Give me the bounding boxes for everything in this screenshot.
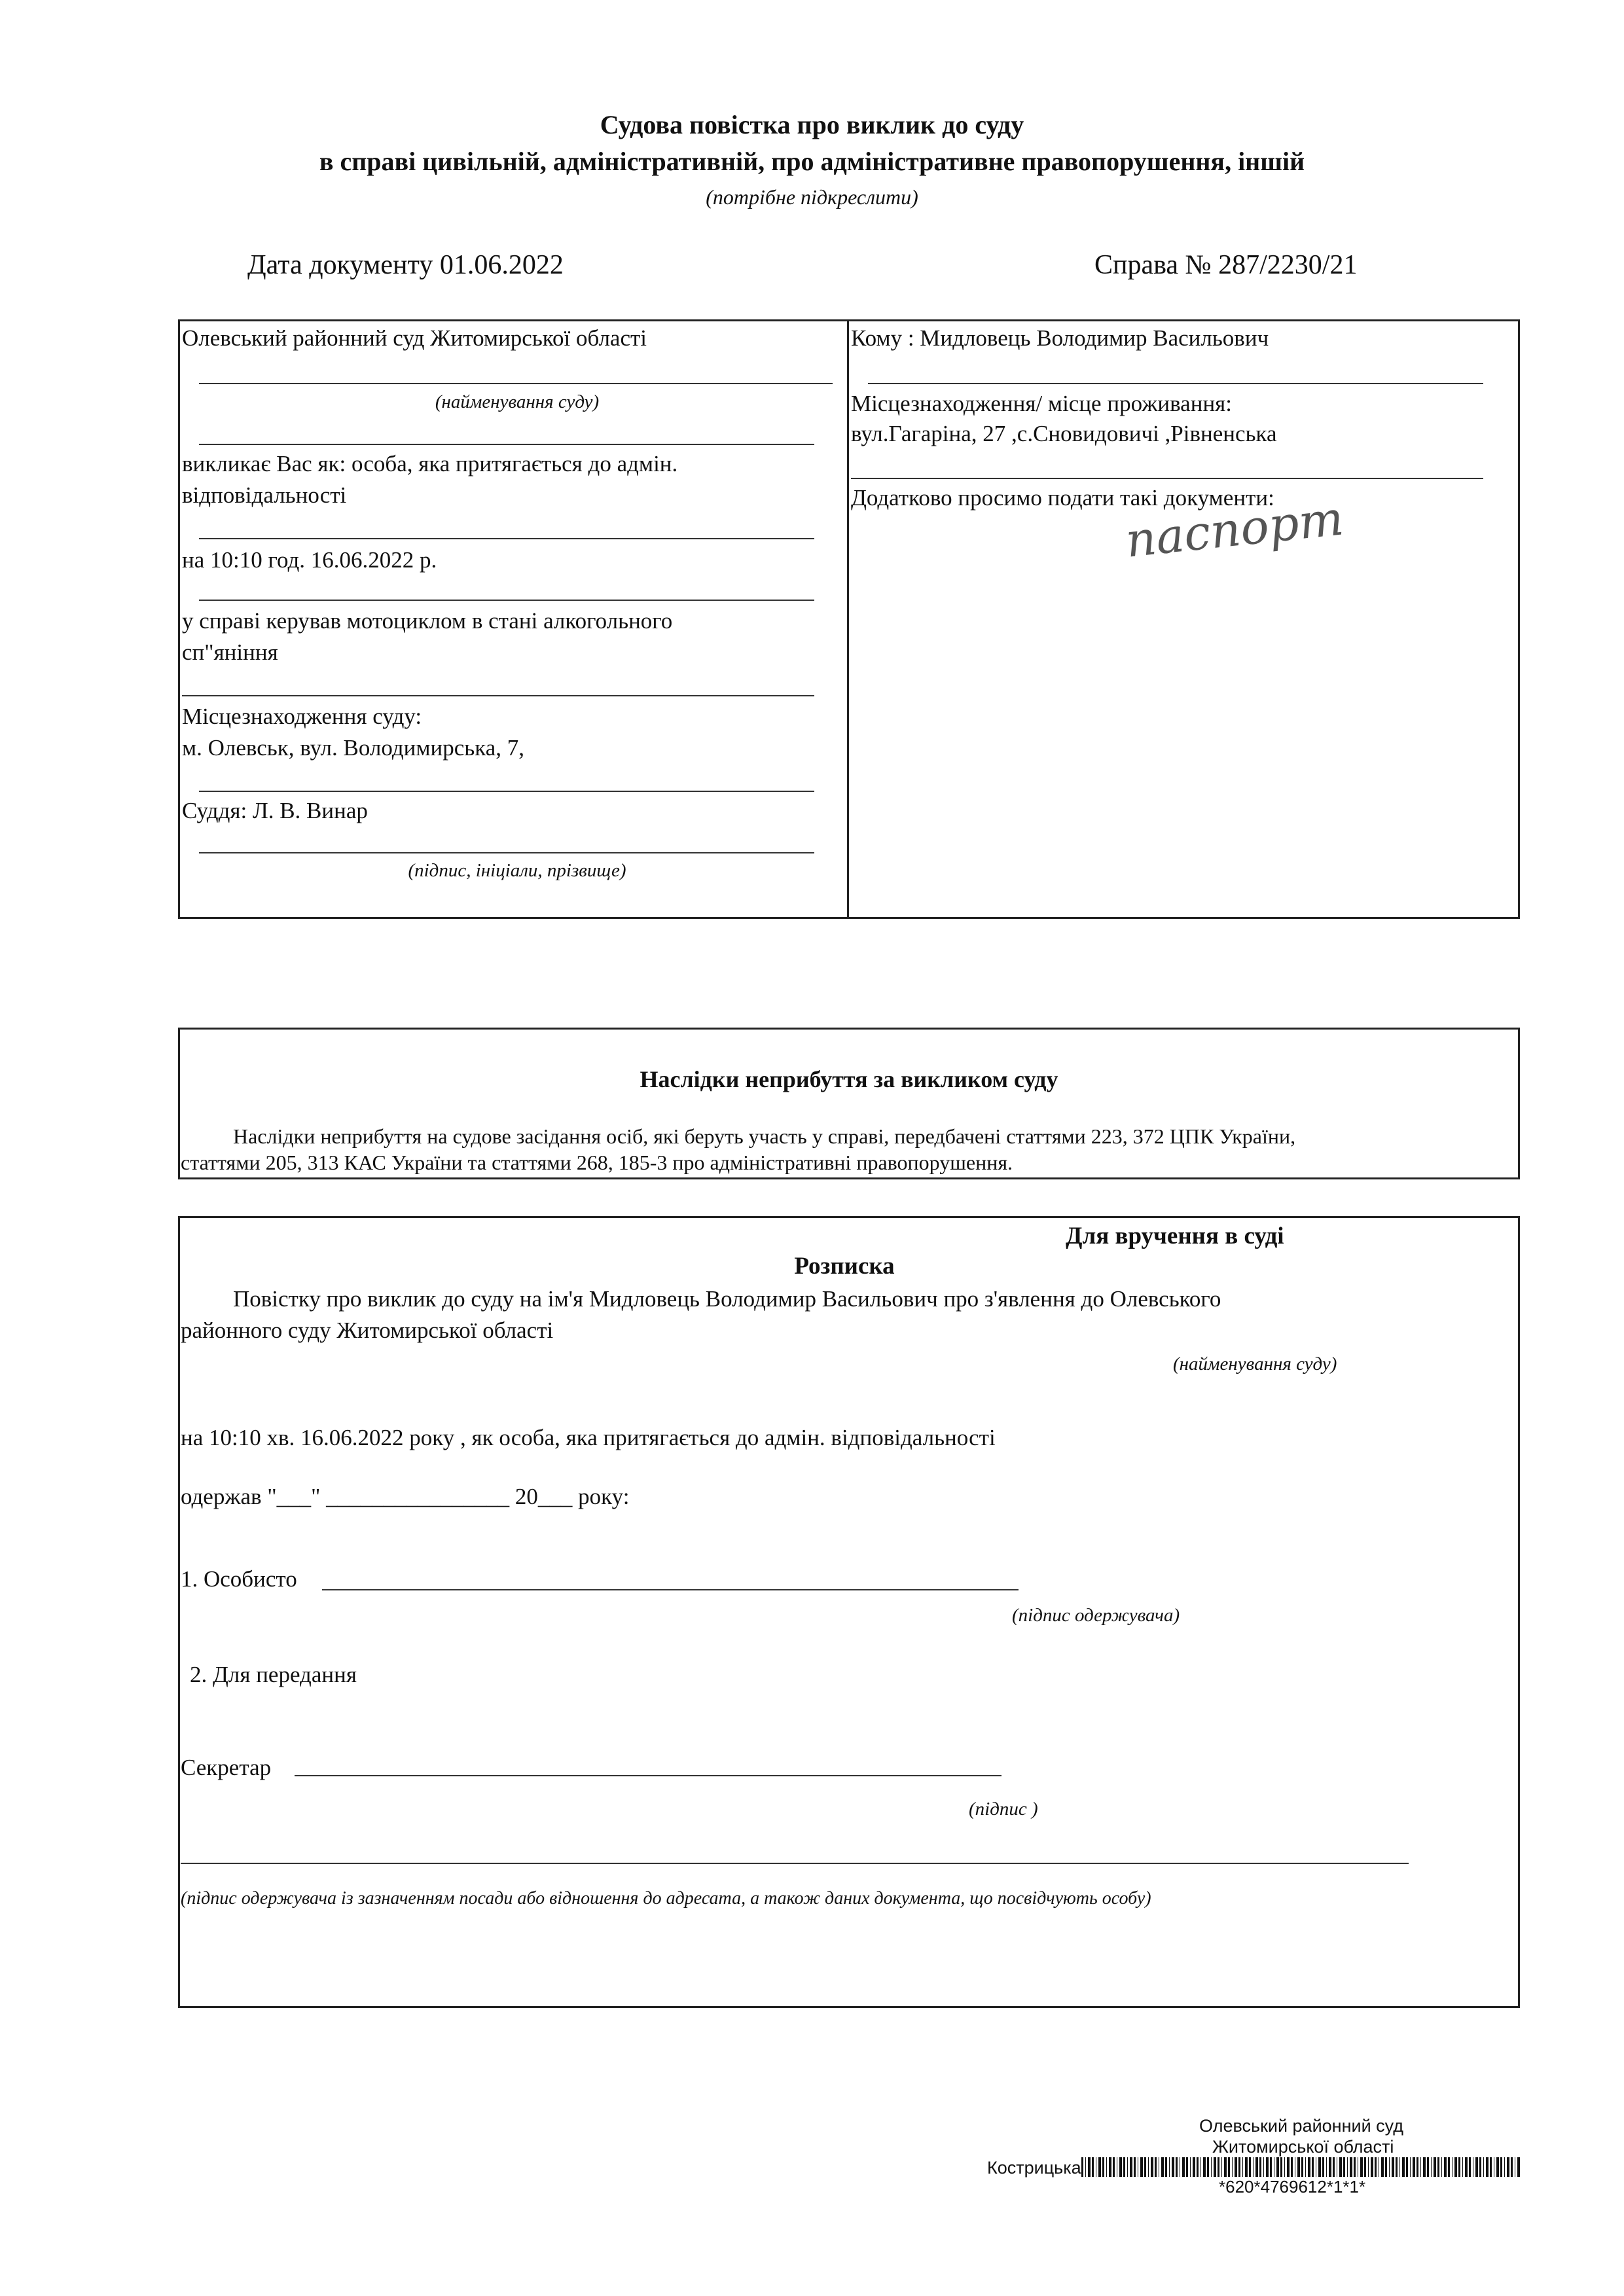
column-divider xyxy=(847,319,849,919)
secretary-caption: (підпис ) xyxy=(969,1799,1038,1820)
for-transfer-label: 2. Для передання xyxy=(190,1662,357,1687)
title-note: (потрібне підкреслити) xyxy=(706,185,918,209)
case-subject-cont: сп"яніння xyxy=(182,639,278,665)
receipt-text: Повістку про виклик до суду на ім'я Мидловець Володимир Васильович про з'явлення до Олевського xyxy=(233,1286,1221,1312)
received-year: 20___ року: xyxy=(509,1484,630,1509)
documents-request: Додатково просимо подати такі документи: xyxy=(851,485,1274,511)
residence-label: Місцезнаходження/ місце проживання: xyxy=(851,391,1232,416)
consequences-text-cont: статтями 205, 313 КАС України та статтями 268, 185-3 про адміністративні правопорушення. xyxy=(181,1151,1013,1174)
title-line-1: Судова повістка про виклик до суду xyxy=(600,110,1024,139)
bottom-caption: (підпис одержувача із зазначенням посади або відношення до адресата, а також даних документа, що посвідчують особу) xyxy=(181,1888,1151,1909)
recipient-signature-caption: (підпис одержувача) xyxy=(1012,1605,1180,1626)
stamp-region: Житомирської області xyxy=(1212,2137,1394,2157)
court-location-value: м. Олевськ, вул. Володимирська, 7, xyxy=(182,735,525,761)
case-number: Справа № 287/2230/21 xyxy=(1094,250,1358,280)
received-date-row xyxy=(181,1483,629,1511)
court-name-line xyxy=(199,383,833,384)
receipt-text-cont: районного суду Житомирської області xyxy=(181,1318,554,1343)
receipt-court-caption: (найменування суду) xyxy=(1173,1354,1337,1374)
consequences-title: Наслідки неприбуття за викликом суду xyxy=(640,1066,1058,1092)
hearing-time: на 10:10 год. 16.06.2022 р. xyxy=(182,547,437,573)
title-line-2: в справі цивільній, адміністративній, про адміністративне правопорушення, іншій xyxy=(319,147,1305,176)
received-month-field[interactable]: ________________ xyxy=(326,1484,510,1509)
personally-label: 1. Особисто xyxy=(181,1566,297,1592)
for-court-label: Для вручення в суді xyxy=(1066,1223,1284,1249)
location-line xyxy=(182,695,814,696)
judge-name: Суддя: Л. В. Винар xyxy=(182,798,368,823)
summons-as-line xyxy=(199,444,814,445)
received-quote: " xyxy=(311,1484,327,1509)
recipient-line xyxy=(868,383,1483,384)
secretary-signature-line[interactable] xyxy=(295,1775,1001,1776)
case-line xyxy=(199,600,814,601)
received-day-field[interactable]: ___ xyxy=(276,1484,312,1509)
barcode xyxy=(1081,2157,1520,2177)
receipt-title: Розписка xyxy=(794,1253,895,1280)
clerk-name: Кострицька xyxy=(987,2158,1081,2178)
stamp-court-name: Олевський районний суд xyxy=(1199,2116,1404,2136)
recipient: Кому : Мидловець Володимир Васильович xyxy=(851,325,1269,351)
residence-line xyxy=(851,478,1483,479)
barcode-number: *620*4769612*1*1* xyxy=(1219,2177,1366,2197)
court-location-label: Місцезнаходження суду: xyxy=(182,704,422,729)
judge-caption: (підпис, ініціали, прізвище) xyxy=(408,860,626,881)
summons-as: викликає Вас як: особа, яка притягається до адмін. xyxy=(182,451,678,476)
consequences-text: Наслідки неприбуття на судове засідання осіб, які беруть участь у справі, передбачені статтями 223, 372 ЦПК України, xyxy=(233,1124,1296,1148)
received-label: одержав " xyxy=(181,1484,277,1509)
court-name-caption: (найменування суду) xyxy=(435,391,600,412)
summons-as-cont: відповідальності xyxy=(182,482,347,508)
handwritten-note: паспорт xyxy=(1123,490,1346,568)
time-line xyxy=(199,538,814,539)
personally-signature-line[interactable] xyxy=(322,1589,1019,1590)
document-date: Дата документу 01.06.2022 xyxy=(247,250,564,280)
court-name: Олевський районний суд Житомирської області xyxy=(182,325,647,351)
judge-signature-line xyxy=(199,852,814,853)
residence-value: вул.Гагаріна, 27 ,с.Сновидовичі ,Рівненська xyxy=(851,421,1277,446)
judge-line-top xyxy=(199,791,814,792)
receipt-time: на 10:10 хв. 16.06.2022 року , як особа, яка притягається до адмін. відповідальності xyxy=(181,1425,996,1450)
case-subject: у справі керував мотоциклом в стані алкогольного xyxy=(182,608,673,634)
bottom-signature-line[interactable] xyxy=(181,1863,1409,1864)
secretary-label: Секретар xyxy=(181,1755,272,1780)
